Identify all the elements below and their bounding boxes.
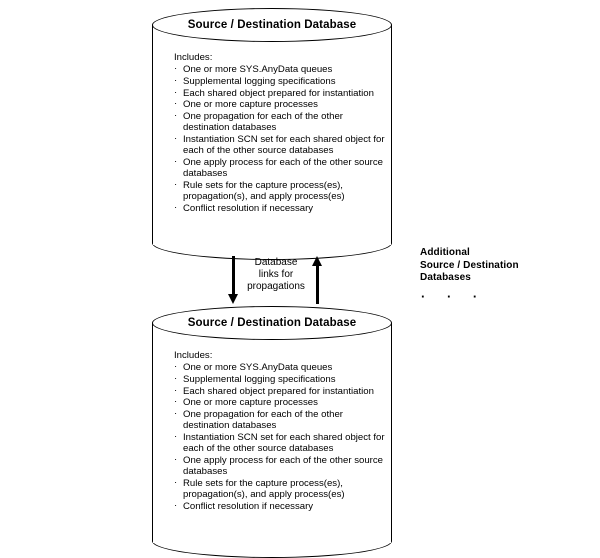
list-item-label: Rule sets for the capture process(es), propagation(s), and apply process(es) bbox=[183, 179, 345, 202]
list-item-label: One propagation for each of the other destination databases bbox=[183, 111, 344, 134]
database-links-label bbox=[240, 257, 312, 293]
database-links-label-line1: Database bbox=[254, 257, 298, 268]
bullet-icon: · bbox=[174, 63, 178, 75]
list-item bbox=[174, 386, 386, 397]
list-item bbox=[174, 180, 386, 202]
database-title-bottom: Source / Destination Database bbox=[187, 317, 357, 329]
bullet-icon: · bbox=[174, 86, 178, 98]
bullet-icon: · bbox=[174, 453, 178, 465]
database-title-top: Source / Destination Database bbox=[187, 19, 357, 31]
bullet-icon: · bbox=[174, 132, 178, 144]
additional-databases-note-line2: Source / Destination bbox=[420, 259, 519, 271]
list-item-label: Supplemental logging specifications bbox=[183, 373, 336, 385]
includes-label-bottom: Includes: bbox=[174, 350, 213, 361]
list-item-label: One or more capture processes bbox=[183, 397, 318, 409]
arrow-shaft bbox=[316, 266, 319, 304]
list-item bbox=[174, 432, 386, 454]
bullet-icon: · bbox=[174, 476, 178, 488]
list-item-label: Conflict resolution if necessary bbox=[183, 500, 314, 512]
bullet-icon: · bbox=[174, 372, 178, 384]
list-item-label: Supplemental logging specifications bbox=[183, 75, 336, 87]
additional-databases-note bbox=[420, 247, 580, 285]
bullet-icon: · bbox=[174, 499, 178, 511]
list-item-label: One or more SYS.AnyData queues bbox=[183, 64, 333, 76]
list-item bbox=[174, 76, 386, 87]
arrow-shaft bbox=[232, 256, 235, 294]
bullet-icon: · bbox=[174, 155, 178, 167]
list-item-label: Conflict resolution if necessary bbox=[183, 202, 314, 214]
list-item bbox=[174, 409, 386, 431]
database-feature-list-bottom bbox=[174, 362, 386, 512]
arrow-head-up-icon bbox=[312, 256, 322, 266]
database-feature-list-top bbox=[174, 64, 386, 214]
list-item-label: Instantiation SCN set for each shared object for each of the other source databases bbox=[183, 133, 385, 157]
bullet-icon: · bbox=[174, 384, 178, 396]
list-item bbox=[174, 134, 386, 156]
bullet-icon: · bbox=[174, 98, 178, 110]
list-item bbox=[174, 362, 386, 373]
bullet-icon: · bbox=[174, 74, 178, 86]
bullet-icon: · bbox=[174, 430, 178, 442]
list-item-label: Rule sets for the capture process(es), propagation(s), and apply process(es) bbox=[183, 477, 345, 500]
database-links-label-line2: links for bbox=[258, 269, 294, 280]
list-item bbox=[174, 203, 386, 214]
database-links-label-line3: propagations bbox=[247, 281, 305, 292]
bullet-icon: · bbox=[174, 396, 178, 408]
list-item bbox=[174, 99, 386, 110]
additional-databases-note-line1: Additional bbox=[420, 247, 470, 258]
arrow-head-down-icon bbox=[228, 294, 238, 304]
includes-label-top: Includes: bbox=[174, 52, 213, 63]
list-item-label: Instantiation SCN set for each shared object for each of the other source databases bbox=[183, 431, 385, 455]
list-item bbox=[174, 455, 386, 477]
list-item bbox=[174, 397, 386, 408]
additional-databases-ellipsis: · · · bbox=[421, 289, 487, 304]
list-item-label: One apply process for each of the other source databases bbox=[183, 156, 383, 180]
database-content-top bbox=[174, 52, 386, 214]
list-item bbox=[174, 88, 386, 99]
bullet-icon: · bbox=[174, 201, 178, 213]
bullet-icon: · bbox=[174, 361, 178, 373]
list-item bbox=[174, 478, 386, 500]
database-content-bottom bbox=[174, 350, 386, 512]
bullet-icon: · bbox=[174, 178, 178, 190]
list-item bbox=[174, 157, 386, 179]
list-item bbox=[174, 64, 386, 75]
bullet-icon: · bbox=[174, 110, 178, 122]
bullet-icon: · bbox=[174, 408, 178, 420]
list-item-label: One or more capture processes bbox=[183, 99, 318, 111]
list-item bbox=[174, 374, 386, 385]
list-item-label: Each shared object prepared for instantiation bbox=[183, 385, 374, 397]
additional-databases-note-line3: Databases bbox=[420, 272, 471, 283]
list-item-label: One apply process for each of the other source databases bbox=[183, 454, 383, 478]
list-item bbox=[174, 111, 386, 133]
list-item-label: One propagation for each of the other destination databases bbox=[183, 409, 344, 432]
list-item bbox=[174, 501, 386, 512]
list-item-label: One or more SYS.AnyData queues bbox=[183, 362, 333, 374]
list-item-label: Each shared object prepared for instantiation bbox=[183, 87, 374, 99]
